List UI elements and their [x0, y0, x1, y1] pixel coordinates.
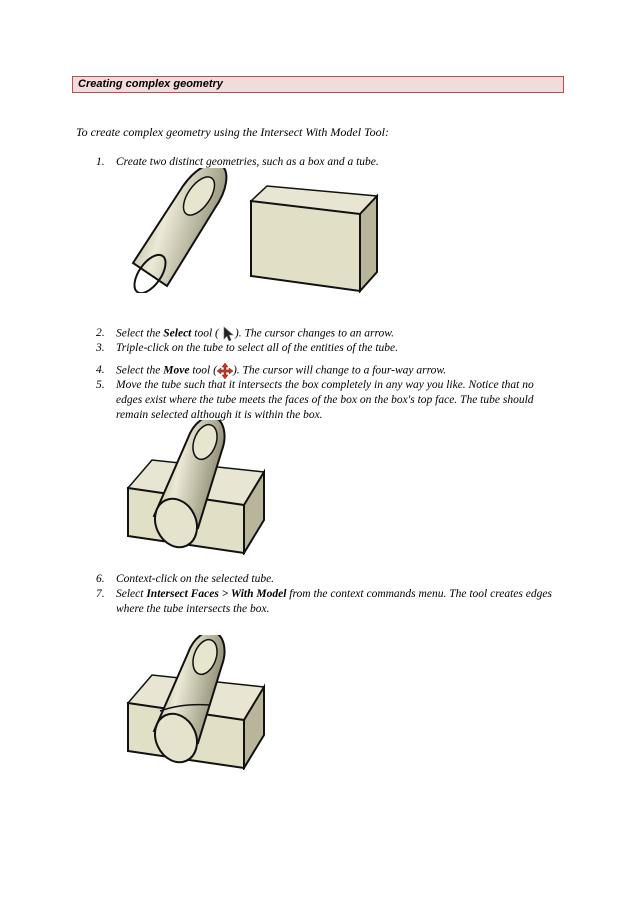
step-text: Select the Select tool ( ). The cursor changes to an arrow. [116, 326, 561, 342]
move-tool-icon [217, 363, 233, 379]
figure-separate-shapes [115, 168, 385, 293]
step-number: 6. [96, 573, 105, 585]
figure-tube-in-box [124, 420, 269, 555]
step-number: 4. [96, 364, 105, 376]
step-text: Create two distinct geometries, such as a box and a tube. [116, 156, 379, 168]
step-text: Select the Move tool ( ). The cursor will change to a four-way arrow. [116, 363, 561, 379]
intersect-menu-path: Intersect Faces > With Model [146, 588, 287, 600]
figure-intersected [124, 635, 269, 770]
step-text: Move the tube such that it intersects the box completely in any way you like. Notice that no edges exist where the tube meets the faces of the box on the box's top face. The tube should remain selected although it is within the box. [116, 379, 534, 421]
step-number: 3. [96, 342, 105, 354]
step-text: Select Intersect Faces > With Model from the context commands menu. The tool creates edges where the tube intersects the box. [116, 588, 552, 615]
move-tool-name: Move [163, 364, 190, 377]
step-number: 2. [96, 327, 105, 339]
intro-text: To create complex geometry using the Intersect With Model Tool: [76, 125, 389, 139]
step-number: 1. [96, 156, 105, 168]
step-number: 5. [96, 379, 105, 391]
step-text: Context-click on the selected tube. [116, 573, 275, 585]
step-number: 7. [96, 588, 105, 600]
select-arrow-icon [219, 326, 235, 342]
step-text: Triple-click on the tube to select all of the entities of the tube. [116, 342, 399, 354]
select-tool-name: Select [163, 327, 192, 340]
section-heading [72, 76, 564, 93]
section-heading-text: Creating complex geometry [78, 78, 223, 90]
